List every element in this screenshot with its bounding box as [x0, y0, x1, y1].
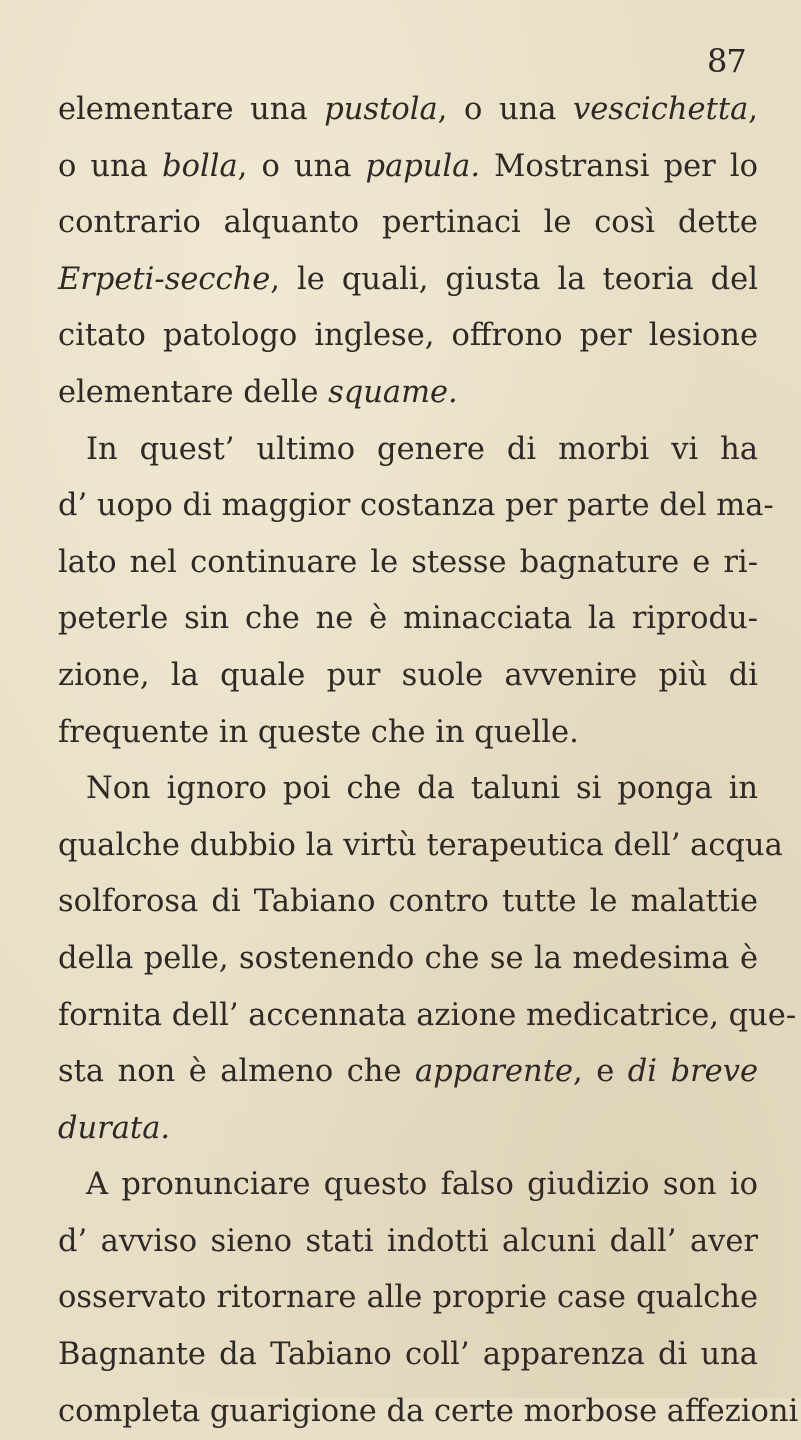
text-line [58, 422, 758, 479]
text-segment: d’ uopo di maggior costanza per parte del ma- [58, 488, 774, 524]
text-segment: contrario alquanto pertinaci le così dette [58, 205, 758, 241]
text-line [58, 761, 758, 818]
text-segment: peterle sin che ne è minacciata la riprodu- [58, 601, 758, 637]
text-line [58, 1327, 758, 1384]
text-line [58, 252, 758, 309]
text-line [58, 308, 758, 365]
text-line [58, 988, 797, 1045]
text-line [58, 1101, 758, 1158]
text-line [58, 195, 758, 252]
text-body [58, 82, 799, 1440]
text-segment: In quest’ ultimo genere di morbi vi ha [86, 431, 758, 467]
text-line [58, 931, 758, 988]
text-line [58, 1214, 758, 1271]
text-segment: elementare delle [58, 374, 329, 410]
text-segment: frequente in queste che in quelle. [58, 714, 579, 750]
text-line [58, 1384, 799, 1440]
text-segment: fornita dell’ accennata azione medicatrice, que- [58, 997, 797, 1033]
text-line [58, 818, 783, 875]
text-segment: solforosa di Tabiano contro tutte le malattie [58, 884, 758, 920]
italic-text: apparente [415, 1054, 574, 1090]
text-segment: elementare una [58, 92, 325, 127]
italic-text: durata. [58, 1110, 171, 1146]
text-segment: A pronunciare questo falso giudizio son io [86, 1167, 758, 1203]
text-segment: , [748, 92, 758, 127]
italic-text: pustola [324, 92, 438, 127]
text-segment: zione, la quale pur suole avvenire più di [58, 657, 758, 693]
text-line [58, 874, 758, 931]
text-line [58, 365, 758, 422]
text-segment: , e [573, 1054, 628, 1090]
text-line [58, 648, 758, 705]
text-segment: sta non è almeno che [58, 1054, 416, 1090]
text-segment: d’ avviso sieno stati indotti alcuni dall’ aver [58, 1223, 758, 1259]
text-line [58, 82, 758, 139]
italic-text: vescichetta [573, 92, 749, 127]
text-line [58, 535, 758, 592]
text-line [58, 1044, 758, 1101]
italic-text: di breve [627, 1054, 758, 1090]
italic-text: Erpeti-secche [58, 261, 271, 297]
text-line [58, 591, 758, 648]
text-segment: Mostransi per lo [480, 148, 758, 184]
text-segment: completa guarigione da certe morbose affezioni [58, 1393, 799, 1429]
text-line [58, 1157, 758, 1214]
text-line [58, 705, 758, 762]
text-segment: citato patologo inglese, offrono per lesione [58, 318, 758, 354]
text-segment: qualche dubbio la virtù terapeutica dell’ acqua [58, 827, 783, 863]
text-segment: osservato ritornare alle proprie case qualche [58, 1280, 758, 1316]
text-segment: , le quali, giusta la teoria del [270, 261, 758, 297]
text-segment: , o una [437, 92, 574, 127]
italic-text: squame. [328, 374, 458, 410]
text-segment: o una [58, 148, 163, 184]
page-number: 87 [707, 42, 746, 80]
italic-text: bolla [162, 148, 238, 184]
text-line [58, 139, 758, 196]
text-line [58, 1270, 758, 1327]
text-segment: , o una [237, 148, 366, 184]
text-segment: lato nel continuare le stesse bagnature e ri- [58, 544, 758, 580]
text-segment: Bagnante da Tabiano coll’ apparenza di una [58, 1337, 758, 1373]
text-segment: Non ignoro poi che da taluni si ponga in [86, 771, 758, 807]
italic-text: papula. [365, 148, 481, 184]
text-segment: della pelle, sostenendo che se la medesima è [58, 940, 758, 976]
text-line [58, 478, 774, 535]
